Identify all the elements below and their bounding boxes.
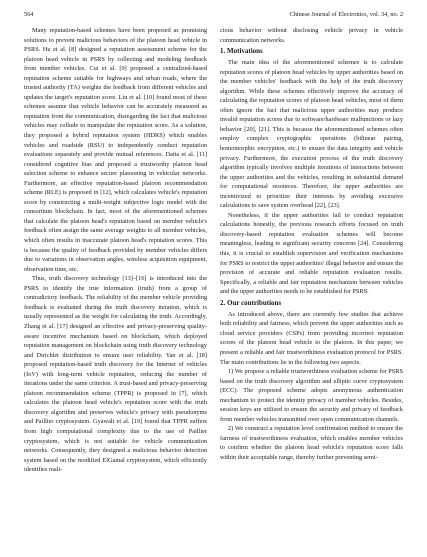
paragraph: As introduced above, there are currently few studies that achieve both reliability and fairness, which prevent the upper authorities such as cloud service providers (CSPs) from providing incorrect reputation scores of the platoon head vehicle to the platoon. In this paper, we present a reliable and fair trustworthiness evaluation protocol for PSRS. The main contributions lie in the following two aspects. (220, 310, 403, 366)
paragraph: Thus, truth discovery technology [13]–[16] is introduced into the PSRS to identify the true information (truth) from a group of contradictory feedback. The reliability of the member vehicle providing feedback is evaluated during the truth discovery iteration, which is usually represented as the weight for calculating the truth. Accordingly, Zhang et al. [17] designed an effective and privacy-preserving quality-aware incentive mechanism based on blockchain, which deployed reputation management on blockchain using truth discovery technology and Dirichlet distribution to ensure user reliability. Yan et al. [18] proposed reputation-based truth discovery for the Internet of vehicles (IoV) with long-term vehicle reputation, reducing the number of iterations under the same criterion. A trust-based and privacy-preserving platoon recommendation scheme (TPPR) is proposed in [7], which calculates the platoon head vehicle's reputation score with the truth discovery algorithm and preserves vehicle's privacy with pseudonyms and Paillier cryptosystem. Gyawali et al. [19] found that TPPR suffers from high computational complexity due to the use of Paillier cryptosystem, which is not suitable for vehicle communication networks. Consequently, they designed a malicious behavior detection system based on the modified ElGamal cryptosystem, which efficiently identifies mali- (24, 275, 207, 474)
paragraph: Many reputation-based schemes have been proposed as promising solutions to prevent malicious behaviors of the platoon head vehicle in PSRS. Hu et al. [8] designed a reputation assessment scheme for the platoon head vehicle in PSRS by collecting and modeling feedback from member vehicles. Cui et al. [9] proposed a centralized-based reputation scheme suitable for highways and urban roads, where the trusted authority (TA) weights the feedback from different vehicles and updates the target's reputation score. Liu et al. [10] found most of these schemes assume that vehicle behavior can be accurately measured as reputation from the communication, disregarding the fact that malicious vehicles may collude to manipulate the reputation score. As a solution, they proposed a hybrid reputation system (HDRS) which enables vehicles and roadside (RSU) to independently conduct reputation evaluations separately and provide mutual references. Datta et al. [11] considered cognitive bias and proposed a trustworthy platoon head selection scheme to enhance secure platooning in vehicular networks. Furthermore, an effective reputation-based platoon recommendation scheme (RLE) is proposed in [12], which calculates vehicle's reputation score by constructing a multi-weight subjective logic model with the consortium blockchain. In fact, most of the aforementioned schemes that calculate the platoon head's reputation based on member vehicle's feedback often assign the same average weights to all member vehicles, which often results in inaccurate platoon head's reputation scores. This is because the quality of feedback provided by member vehicles differs due to variations in observation angles, wireless acquisition equipment, observation time, etc. (24, 27, 207, 273)
paragraph-continued: cious behavior without disclosing vehicle privacy in vehicle communication networks. (220, 27, 403, 44)
section-heading-contributions: 2. Our contributions (220, 298, 282, 307)
contribution-item-2: 2) We construct a reputation level confirmation method to ensure the fairness of trustworthiness evaluation, which enables member vehicles to confirm whether the platoon head vehicle's reputation score falls within their acceptable range, thereby further preventing semi- (220, 425, 403, 461)
contribution-item-1: 1) We propose a reliable trustworthiness evaluation scheme for PSRS based on the truth discovery algorithm and elliptic curve cryptosystem (ECC). The proposed scheme adopts anonymous authentication mechanism to protect the identity privacy of member vehicles. Besides, session keys are utilized to ensure the security and privacy of feedback from member vehicles transmitted over open communication channels. (220, 368, 403, 423)
paragraph: Nonetheless, if the upper authorities fail to conduct reputation calculations honestly, the previous research efforts focused on truth discovery-based reputation evaluation schemes will become meaningless, leading to significant security concerns [24]. Considering this, it is crucial to establish supervision and verification mechanisms for PSRS to restrict the upper authorities' illegal behavior and ensure the provision of accurate and reliable reputation evaluation results. Specifically, a reliable and fair reputation mechanism between vehicles and the upper authorities needs to be established for PSRS. (220, 211, 403, 296)
section-heading-motivations: 1. Motivations (220, 47, 263, 56)
paragraph: The main idea of the aforementioned schemes is to calculate reputation scores of platoon head vehicles by upper authorities based on the member vehicles' feedback with the help of the truth discovery algorithm. While these schemes effectively improve the accuracy of calculating the reputation scores of platoon head vehicles, most of them often ignore the fact that malicious upper authorities may produce invalid reputation scores due to software/hardware malfunctions or lazy behavior [20], [21]. This is because the aforementioned schemes often employ complex cryptographic operations (bilinear pairing, homomorphic encryption, etc.) to ensure the data integrity and vehicle privacy. Furthermore, the execution process of the truth discovery algorithm typically involves multiple iterations of interactions between the upper authorities and the vehicles, resulting in substantial demand for computational resources. Therefore, the upper authorities are incentivized to prioritize their interests by avoiding excessive calculations to save system overhead [22], [23]. (220, 59, 403, 210)
running-header (24, 10, 403, 20)
right-column (220, 26, 403, 463)
journal-citation: Chinese Journal of Electronics, vol. 34, no. 2 (289, 11, 403, 18)
page-number: 564 (24, 11, 34, 18)
left-column (24, 26, 207, 475)
